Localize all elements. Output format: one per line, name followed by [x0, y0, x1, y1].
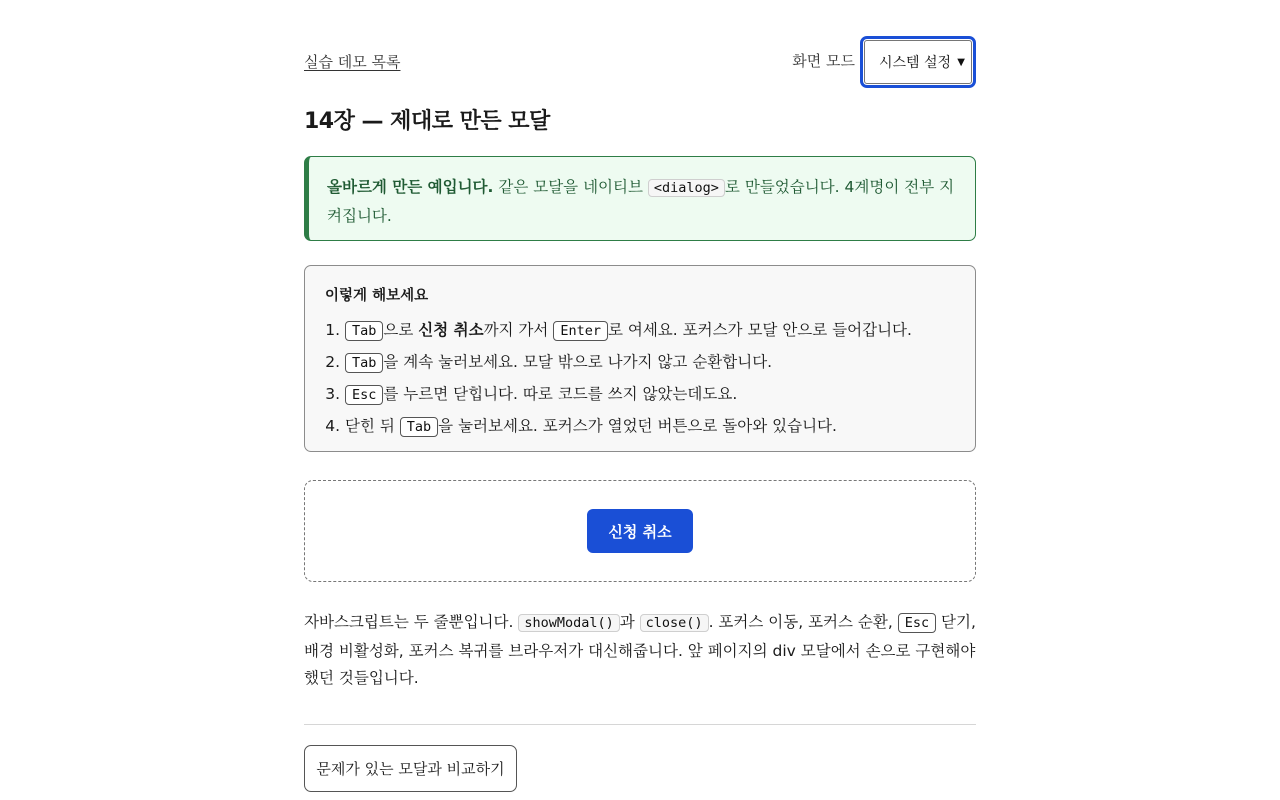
desc-code-close: close() — [640, 614, 709, 632]
step-text: 닫힌 뒤 — [345, 417, 400, 435]
step-strong: 신청 취소 — [418, 321, 484, 339]
list-item — [345, 315, 955, 347]
desc-text: . 포커스 이동, 포커스 순환, — [708, 613, 898, 631]
instructions-box — [304, 265, 976, 452]
display-mode-value: 시스템 설정 — [879, 55, 952, 71]
list-item — [345, 411, 955, 443]
step-text: 로 여세요. 포커스가 모달 안으로 들어갑니다. — [607, 321, 912, 339]
display-mode-focus-ring — [860, 36, 976, 88]
key-tab: Tab — [345, 321, 383, 341]
desc-code-showmodal: showModal() — [518, 614, 619, 632]
divider — [304, 724, 976, 725]
key-enter: Enter — [553, 321, 608, 341]
instructions-title: 이렇게 해보세요 — [325, 288, 429, 304]
display-mode-control — [792, 36, 976, 88]
callout-strong: 올바르게 만든 예입니다. — [327, 178, 494, 196]
success-callout — [304, 156, 976, 241]
step-text: 으로 — [383, 321, 419, 339]
instructions-list — [325, 315, 955, 443]
callout-text-end: 로 만들었습니다. 4계명이 전부 지켜집니다. — [327, 178, 955, 225]
top-bar — [304, 36, 976, 88]
key-tab: Tab — [400, 417, 438, 437]
callout-text: 같은 모달을 네이티브 — [493, 178, 648, 196]
page-title: 14장 — 제대로 만든 모달 — [304, 109, 550, 134]
demo-list-link[interactable]: 실습 데모 목록 — [304, 53, 401, 71]
display-mode-select[interactable] — [864, 40, 972, 84]
step-text: 를 누르면 닫힙니다. 따로 코드를 쓰지 않았는데도요. — [383, 385, 738, 403]
key-esc: Esc — [345, 385, 383, 405]
step-text: 을 계속 눌러보세요. 모달 밖으로 나가지 않고 순환합니다. — [383, 353, 773, 371]
list-item — [345, 379, 955, 411]
desc-text: 과 — [619, 613, 640, 631]
display-mode-label: 화면 모드 — [792, 51, 855, 70]
step-text: 을 눌러보세요. 포커스가 열었던 버튼으로 돌아와 있습니다. — [438, 417, 837, 435]
callout-code: <dialog> — [648, 179, 725, 197]
key-tab: Tab — [345, 353, 383, 373]
compare-button[interactable]: 문제가 있는 모달과 비교하기 — [304, 745, 517, 792]
step-text: 까지 가서 — [483, 321, 554, 339]
cancel-application-button[interactable]: 신청 취소 — [587, 509, 693, 553]
key-esc: Esc — [898, 613, 936, 633]
list-item — [345, 347, 955, 379]
desc-text: 자바스크립트는 두 줄뿐입니다. — [304, 613, 519, 631]
chevron-down-icon: ▼ — [957, 56, 965, 68]
description-paragraph — [304, 609, 976, 693]
demo-area — [304, 480, 976, 582]
desc-text: 닫기, 배경 비활성화, 포커스 복귀를 브라우저가 대신해줍니다. 앞 페이지의 div 모달에서 손으로 구현해야 했던 것들입니다. — [304, 613, 976, 687]
